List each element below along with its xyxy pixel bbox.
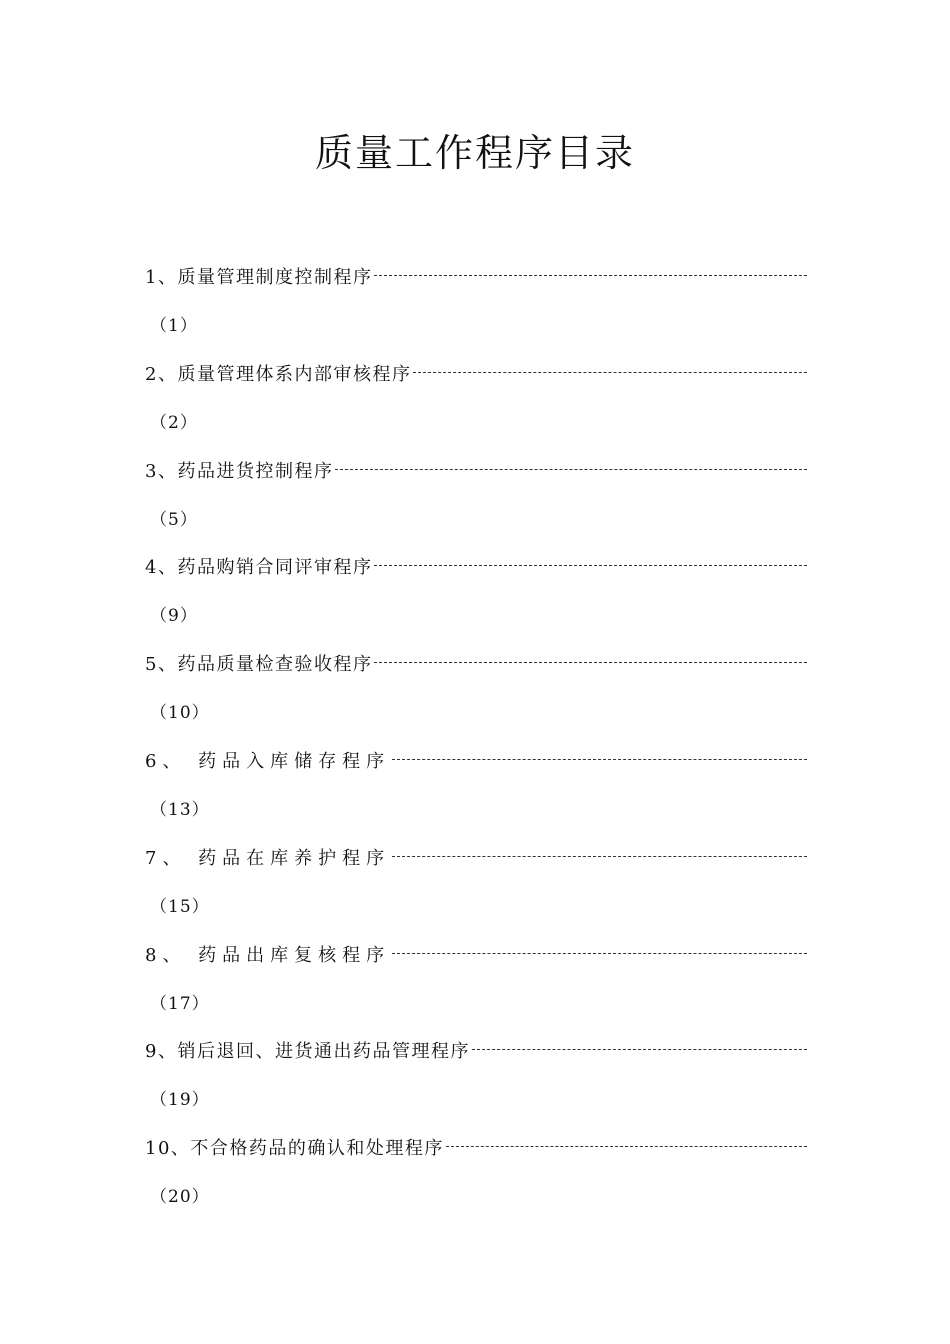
toc-entry-number: 6 [145, 750, 163, 772]
toc-entry-line [145, 456, 807, 488]
leader-dashes [446, 1146, 807, 1147]
toc-entry-2 [145, 359, 807, 456]
toc-entry-line [145, 649, 807, 681]
toc-page-number: （19） [150, 1090, 210, 1111]
table-of-contents [145, 262, 807, 1230]
toc-entry-number: 4 [145, 557, 158, 579]
leader-dashes [472, 1049, 807, 1050]
toc-entry-title: 、 药品在库养护程序 [162, 847, 391, 869]
toc-entry-line [145, 1133, 807, 1165]
page-title: 质量工作程序目录 [314, 131, 635, 175]
leader-dashes [374, 662, 807, 663]
toc-entry-number: 10 [145, 1138, 171, 1160]
toc-entry-7 [145, 843, 807, 940]
toc-entry-number: 7 [145, 847, 163, 869]
toc-entry-number: 8 [145, 944, 163, 966]
toc-entry-6 [145, 746, 807, 843]
toc-entry-number: 2 [145, 363, 158, 385]
toc-entry-10 [145, 1133, 807, 1230]
toc-entry-4 [145, 552, 807, 649]
toc-entry-line [145, 843, 807, 875]
toc-entry-line [145, 359, 807, 391]
toc-entry-line [145, 1036, 807, 1068]
toc-page-number: （1） [150, 316, 198, 336]
toc-page-number: （17） [150, 993, 210, 1014]
leader-dashes [392, 856, 807, 857]
leader-dashes [374, 565, 807, 566]
leader-dashes [392, 953, 807, 954]
toc-page-number: （9） [150, 606, 198, 627]
toc-entry-title: 、药品购销合同评审程序 [157, 557, 373, 579]
toc-page-number: （10） [150, 703, 210, 724]
toc-entry-8 [145, 940, 807, 1037]
toc-entry-title: 、不合格药品的确认和处理程序 [170, 1138, 444, 1160]
toc-page-number: （2） [150, 412, 198, 433]
toc-entry-number: 9 [145, 1041, 158, 1063]
toc-entry-title: 、药品进货控制程序 [157, 460, 334, 482]
toc-entry-5 [145, 649, 807, 746]
toc-entry-line [145, 552, 807, 584]
toc-page-number: （20） [150, 1187, 210, 1208]
toc-entry-9 [145, 1036, 807, 1133]
toc-entry-number: 5 [145, 654, 158, 676]
leader-dashes [392, 759, 807, 760]
toc-entry-line [145, 262, 807, 294]
toc-entry-title: 、 药品出库复核程序 [162, 944, 391, 966]
toc-entry-line [145, 746, 807, 778]
leader-dashes [335, 469, 807, 470]
toc-entry-number: 3 [145, 460, 158, 482]
toc-entry-3 [145, 456, 807, 553]
toc-entry-1 [145, 262, 807, 359]
toc-page-number: （15） [150, 896, 210, 917]
toc-entry-title: 、质量管理体系内部审核程序 [157, 363, 412, 385]
toc-entry-line [145, 940, 807, 972]
toc-page-number: （13） [150, 799, 210, 820]
toc-entry-title: 、质量管理制度控制程序 [157, 267, 373, 288]
toc-entry-number: 1 [145, 267, 158, 288]
toc-entry-title: 、药品质量检查验收程序 [157, 654, 373, 676]
toc-entry-title: 、销后退回、进货通出药品管理程序 [157, 1041, 470, 1063]
toc-entry-title: 、 药品入库储存程序 [162, 750, 391, 772]
leader-dashes [374, 275, 807, 276]
leader-dashes [413, 372, 807, 373]
toc-page-number: （5） [150, 509, 198, 530]
